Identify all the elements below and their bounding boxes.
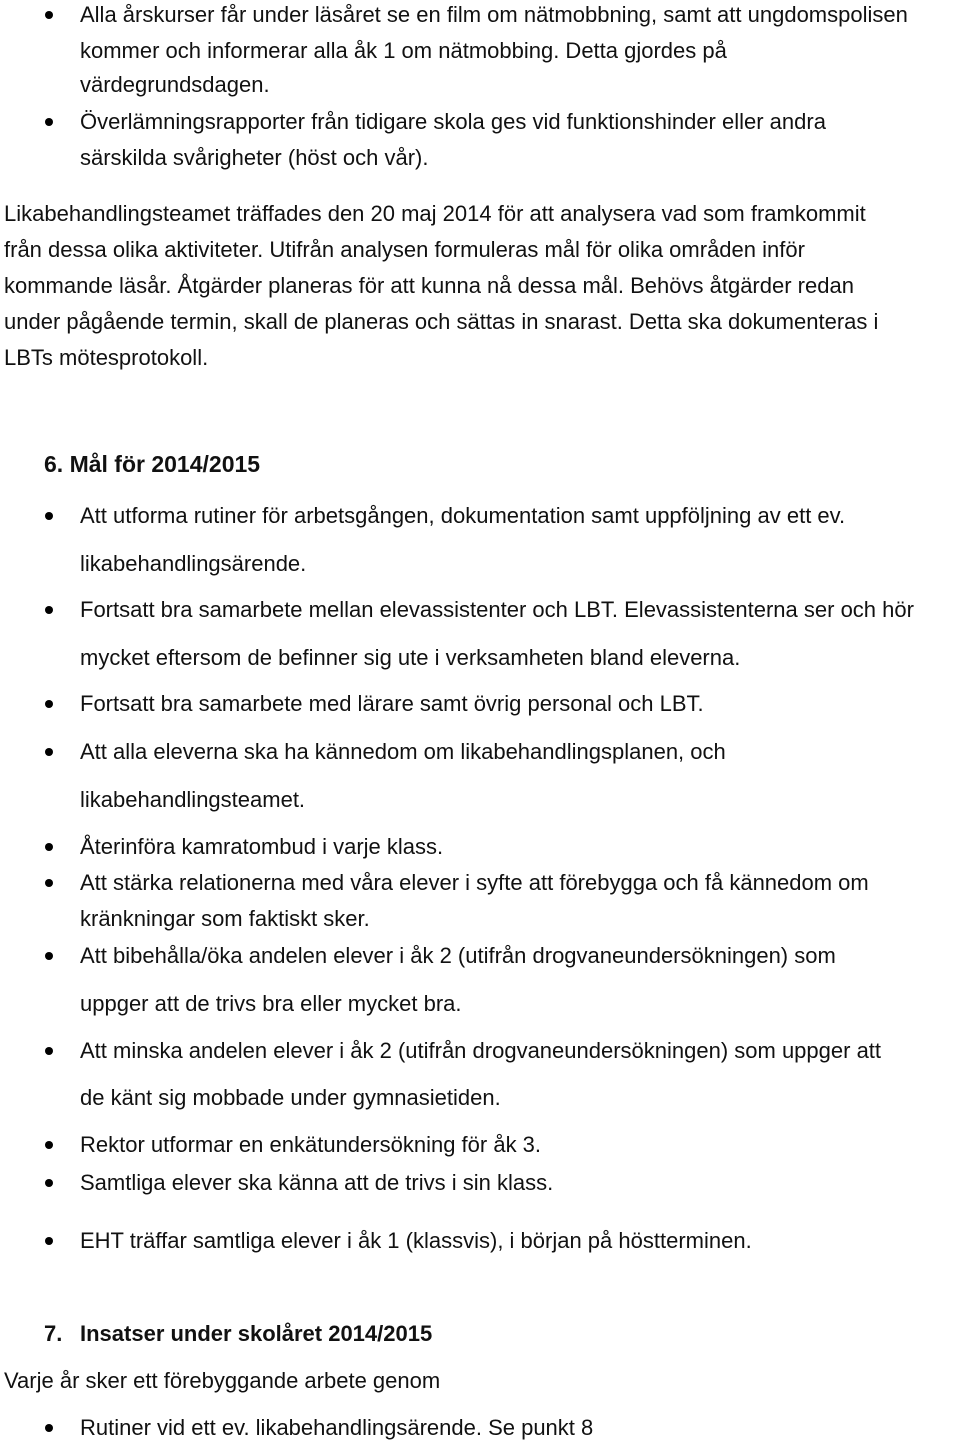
section-7-bullet-1: Rutiner vid ett ev. likabehandlingsärende. Se punkt 8 — [80, 1415, 594, 1440]
goal-6-line-2: kränkningar som faktiskt sker. — [80, 906, 370, 931]
top-bullet-1-line-1: Alla årskurser får under läsåret se en film om nätmobbning, samt att ungdomspolisen — [80, 2, 908, 27]
paragraph-line-3: kommande läsår. Åtgärder planeras för att kunna nå dessa mål. Behövs åtgärder redan — [4, 273, 854, 298]
top-bullet-1-line-2: kommer och informerar alla åk 1 om nätmobbing. Detta gjordes på — [80, 38, 727, 63]
bullet-icon — [45, 1179, 53, 1187]
goal-4-line-1: Att alla eleverna ska ha kännedom om likabehandlingsplanen, och — [80, 739, 726, 764]
section-7-intro: Varje år sker ett förebyggande arbete genom — [4, 1368, 441, 1393]
paragraph-line-5: LBTs mötesprotokoll. — [4, 345, 209, 370]
goal-9-line-1: Rektor utformar en enkätundersökning för åk 3. — [80, 1132, 542, 1157]
bullet-icon — [45, 952, 53, 960]
goal-6-line-1: Att stärka relationerna med våra elever i syfte att förebygga och få kännedom om — [80, 870, 869, 895]
goal-7-line-2: uppger att de trivs bra eller mycket bra. — [80, 991, 462, 1016]
goal-7-line-1: Att bibehålla/öka andelen elever i åk 2 (utifrån drogvaneundersökningen) som — [80, 943, 836, 968]
paragraph-line-4: under pågående termin, skall de planeras och sättas in snarast. Detta ska dokumenteras i — [4, 309, 879, 334]
bullet-icon — [45, 512, 53, 520]
top-bullet-2-line-1: Överlämningsrapporter från tidigare skola ges vid funktionshinder eller andra — [80, 109, 826, 134]
goal-5-line-1: Återinföra kamratombud i varje klass. — [80, 834, 444, 859]
goal-10-line-1: Samtliga elever ska känna att de trivs i sin klass. — [80, 1170, 554, 1195]
bullet-icon — [45, 1424, 53, 1432]
bullet-icon — [45, 11, 53, 19]
section-7-heading: Insatser under skolåret 2014/2015 — [80, 1321, 433, 1346]
bullet-icon — [45, 1237, 53, 1245]
top-bullet-1-line-3: värdegrundsdagen. — [80, 72, 270, 97]
goal-3-line-1: Fortsatt bra samarbete med lärare samt övrig personal och LBT. — [80, 691, 704, 716]
section-7-number: 7. — [44, 1321, 63, 1346]
bullet-icon — [45, 118, 53, 126]
goal-8-line-1: Att minska andelen elever i åk 2 (utifrån drogvaneundersökningen) som uppger att — [80, 1038, 882, 1063]
bullet-icon — [45, 606, 53, 614]
top-bullet-2-line-2: särskilda svårigheter (höst och vår). — [80, 145, 429, 170]
paragraph-line-1: Likabehandlingsteamet träffades den 20 maj 2014 för att analysera vad som framkommit — [4, 201, 866, 226]
bullet-icon — [45, 700, 53, 708]
goal-2-line-2: mycket eftersom de befinner sig ute i verksamheten bland eleverna. — [80, 645, 741, 670]
goal-8-line-2: de känt sig mobbade under gymnasietiden. — [80, 1085, 501, 1110]
bullet-icon — [45, 879, 53, 887]
paragraph-line-2: från dessa olika aktiviteter. Utifrån analysen formuleras mål för olika områden inför — [4, 237, 805, 262]
bullet-icon — [45, 1047, 53, 1055]
goal-4-line-2: likabehandlingsteamet. — [80, 787, 306, 812]
bullet-icon — [45, 1141, 53, 1149]
goal-1-line-2: likabehandlingsärende. — [80, 551, 307, 576]
section-6-heading: 6. Mål för 2014/2015 — [44, 451, 261, 477]
goal-11-line-1: EHT träffar samtliga elever i åk 1 (klassvis), i början på höstterminen. — [80, 1228, 752, 1253]
goal-2-line-1: Fortsatt bra samarbete mellan elevassistenter och LBT. Elevassistenterna ser och hör — [80, 597, 914, 622]
bullet-icon — [45, 748, 53, 756]
bullet-icon — [45, 843, 53, 851]
goal-1-line-1: Att utforma rutiner för arbetsgången, dokumentation samt uppföljning av ett ev. — [80, 503, 846, 528]
